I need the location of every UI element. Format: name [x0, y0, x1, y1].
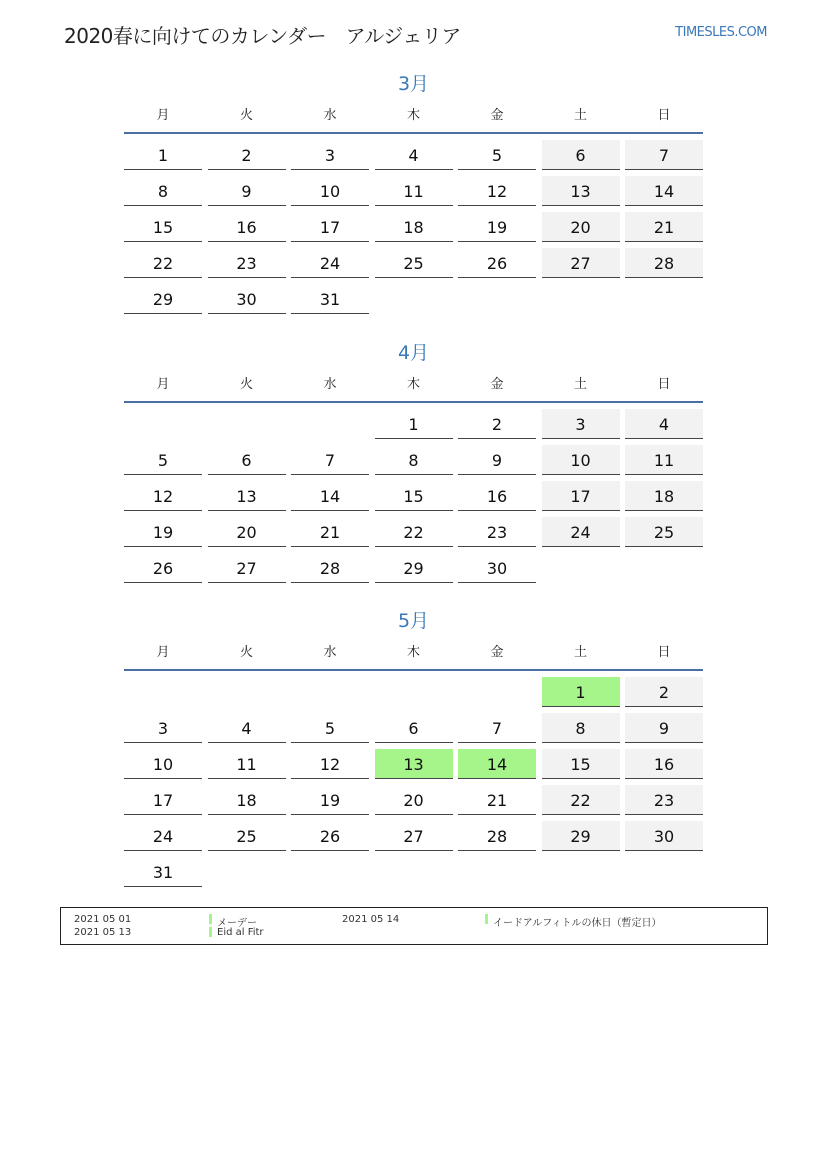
- empty-day-cell: [124, 677, 202, 707]
- day-cell[interactable]: 27: [542, 248, 620, 278]
- day-cell[interactable]: 12: [458, 176, 536, 206]
- day-cell[interactable]: 5: [458, 140, 536, 170]
- week-row: [124, 176, 703, 206]
- week-row: [124, 677, 703, 707]
- day-cell[interactable]: 2: [625, 677, 703, 707]
- day-cell[interactable]: 28: [458, 821, 536, 851]
- empty-day-cell: [458, 857, 536, 887]
- week-row: [124, 553, 703, 583]
- day-cell[interactable]: 23: [458, 517, 536, 547]
- week-row: [124, 785, 703, 815]
- month-block: [124, 341, 703, 589]
- day-cell[interactable]: 8: [124, 176, 202, 206]
- empty-day-cell: [291, 409, 369, 439]
- weekday-label: 金: [490, 108, 504, 123]
- empty-day-cell: [542, 284, 620, 314]
- weekday-label: 日: [657, 377, 671, 392]
- weekday-label: 金: [490, 377, 504, 392]
- weekday-label: 木: [406, 377, 420, 392]
- day-cell[interactable]: 11: [208, 749, 286, 779]
- empty-day-cell: [375, 677, 453, 707]
- day-cell[interactable]: 15: [124, 212, 202, 242]
- empty-day-cell: [208, 857, 286, 887]
- day-cell[interactable]: 24: [291, 248, 369, 278]
- weekday-label: 水: [323, 108, 337, 123]
- day-cell[interactable]: 19: [458, 212, 536, 242]
- week-row: [124, 857, 703, 887]
- weekday-header: [124, 373, 703, 395]
- empty-day-cell: [625, 553, 703, 583]
- day-cell[interactable]: 20: [542, 212, 620, 242]
- weekday-label: 月: [156, 645, 170, 660]
- day-cell[interactable]: 27: [375, 821, 453, 851]
- day-cell[interactable]: 5: [124, 445, 202, 475]
- weekday-label: 木: [406, 645, 420, 660]
- weekday-label: 日: [657, 645, 671, 660]
- day-cell[interactable]: 7: [458, 713, 536, 743]
- week-row: [124, 248, 703, 278]
- week-row: [124, 749, 703, 779]
- day-cell[interactable]: 25: [375, 248, 453, 278]
- day-cell[interactable]: 6: [542, 140, 620, 170]
- day-cell[interactable]: 27: [208, 553, 286, 583]
- day-cell[interactable]: 12: [291, 749, 369, 779]
- week-row: [124, 821, 703, 851]
- day-cell[interactable]: 14: [291, 481, 369, 511]
- day-cell[interactable]: 1: [375, 409, 453, 439]
- weekday-label: 木: [406, 108, 420, 123]
- week-row: [124, 409, 703, 439]
- day-cell[interactable]: 17: [291, 212, 369, 242]
- empty-day-cell: [542, 553, 620, 583]
- day-cell[interactable]: 24: [542, 517, 620, 547]
- day-cell[interactable]: 21: [291, 517, 369, 547]
- empty-day-cell: [291, 677, 369, 707]
- day-cell[interactable]: 15: [542, 749, 620, 779]
- holiday-day-cell[interactable]: 13: [375, 749, 453, 779]
- day-cell[interactable]: 20: [375, 785, 453, 815]
- weekday-label: 月: [156, 377, 170, 392]
- day-cell[interactable]: 8: [542, 713, 620, 743]
- week-row: [124, 517, 703, 547]
- month-title: 3月: [397, 73, 430, 95]
- legend-date: 2021 05 13: [74, 927, 132, 938]
- week-row: [124, 445, 703, 475]
- holiday-legend: [60, 907, 768, 945]
- day-cell[interactable]: 5: [291, 713, 369, 743]
- page-title: 2020春に向けてのカレンダー アルジェリア: [64, 24, 461, 48]
- day-cell[interactable]: 29: [542, 821, 620, 851]
- day-cell[interactable]: 4: [208, 713, 286, 743]
- weekday-label: 土: [573, 377, 587, 392]
- day-cell[interactable]: 31: [124, 857, 202, 887]
- day-cell[interactable]: 6: [208, 445, 286, 475]
- weekday-label: 月: [156, 108, 170, 123]
- holiday-day-cell[interactable]: 14: [458, 749, 536, 779]
- day-cell[interactable]: 26: [458, 248, 536, 278]
- month-title: 5月: [397, 610, 430, 632]
- day-cell[interactable]: 18: [375, 212, 453, 242]
- day-cell[interactable]: 14: [625, 176, 703, 206]
- weekday-label: 水: [323, 377, 337, 392]
- legend-holiday-name: イードアルフィトルの休日（暫定日）: [493, 918, 662, 929]
- day-cell[interactable]: 19: [291, 785, 369, 815]
- empty-day-cell: [208, 677, 286, 707]
- day-cell[interactable]: 11: [625, 445, 703, 475]
- day-cell[interactable]: 7: [625, 140, 703, 170]
- weekday-label: 火: [239, 377, 253, 392]
- day-cell[interactable]: 3: [124, 713, 202, 743]
- day-cell[interactable]: 6: [375, 713, 453, 743]
- weekday-label: 火: [239, 645, 253, 660]
- day-cell[interactable]: 9: [458, 445, 536, 475]
- empty-day-cell: [375, 857, 453, 887]
- day-cell[interactable]: 29: [124, 284, 202, 314]
- holiday-day-cell[interactable]: 1: [542, 677, 620, 707]
- day-cell[interactable]: 16: [208, 212, 286, 242]
- weekday-label: 火: [239, 108, 253, 123]
- weekday-label: 水: [323, 645, 337, 660]
- day-cell[interactable]: 26: [291, 821, 369, 851]
- week-row: [124, 284, 703, 314]
- day-cell[interactable]: 1: [124, 140, 202, 170]
- weekday-label: 土: [573, 108, 587, 123]
- day-cell[interactable]: 25: [625, 517, 703, 547]
- day-cell[interactable]: 16: [625, 749, 703, 779]
- day-cell[interactable]: 25: [208, 821, 286, 851]
- day-cell[interactable]: 23: [208, 248, 286, 278]
- day-cell[interactable]: 12: [124, 481, 202, 511]
- day-cell[interactable]: 9: [625, 713, 703, 743]
- day-cell[interactable]: 22: [375, 517, 453, 547]
- day-cell[interactable]: 31: [291, 284, 369, 314]
- day-cell[interactable]: 2: [208, 140, 286, 170]
- day-cell[interactable]: 10: [542, 445, 620, 475]
- weekday-label: 金: [490, 645, 504, 660]
- day-cell[interactable]: 16: [458, 481, 536, 511]
- legend-holiday-name: Eid al Fitr: [217, 927, 264, 938]
- site-link[interactable]: TIMESLES.COM: [675, 25, 767, 40]
- weekday-header: [124, 104, 703, 126]
- day-cell[interactable]: 21: [625, 212, 703, 242]
- day-cell[interactable]: 9: [208, 176, 286, 206]
- header-divider: [124, 669, 703, 671]
- day-cell[interactable]: 30: [458, 553, 536, 583]
- week-row: [124, 212, 703, 242]
- day-cell[interactable]: 30: [208, 284, 286, 314]
- day-cell[interactable]: 4: [375, 140, 453, 170]
- day-cell[interactable]: 15: [375, 481, 453, 511]
- empty-day-cell: [625, 857, 703, 887]
- holiday-marker: [485, 914, 488, 924]
- day-cell[interactable]: 7: [291, 445, 369, 475]
- month-block: [124, 609, 703, 893]
- day-cell[interactable]: 28: [291, 553, 369, 583]
- holiday-marker: [209, 927, 212, 937]
- empty-day-cell: [458, 284, 536, 314]
- week-row: [124, 713, 703, 743]
- day-cell[interactable]: 18: [208, 785, 286, 815]
- day-cell[interactable]: 11: [375, 176, 453, 206]
- day-cell[interactable]: 17: [124, 785, 202, 815]
- empty-day-cell: [542, 857, 620, 887]
- day-cell[interactable]: 3: [291, 140, 369, 170]
- weekday-label: 日: [657, 108, 671, 123]
- empty-day-cell: [208, 409, 286, 439]
- day-cell[interactable]: 20: [208, 517, 286, 547]
- month-title: 4月: [397, 342, 430, 364]
- day-cell[interactable]: 24: [124, 821, 202, 851]
- empty-day-cell: [124, 409, 202, 439]
- day-cell[interactable]: 22: [542, 785, 620, 815]
- day-cell[interactable]: 28: [625, 248, 703, 278]
- legend-holiday-name: メーデー: [217, 918, 257, 929]
- weekday-header: [124, 641, 703, 663]
- day-cell[interactable]: 21: [458, 785, 536, 815]
- day-cell[interactable]: 22: [124, 248, 202, 278]
- week-row: [124, 140, 703, 170]
- day-cell[interactable]: 19: [124, 517, 202, 547]
- day-cell[interactable]: 3: [542, 409, 620, 439]
- empty-day-cell: [375, 284, 453, 314]
- month-block: [124, 72, 703, 320]
- day-cell[interactable]: 8: [375, 445, 453, 475]
- day-cell[interactable]: 17: [542, 481, 620, 511]
- day-cell[interactable]: 26: [124, 553, 202, 583]
- day-cell[interactable]: 2: [458, 409, 536, 439]
- holiday-marker: [209, 914, 212, 924]
- week-row: [124, 481, 703, 511]
- empty-day-cell: [458, 677, 536, 707]
- day-cell[interactable]: 4: [625, 409, 703, 439]
- day-cell[interactable]: 18: [625, 481, 703, 511]
- header-divider: [124, 132, 703, 134]
- empty-day-cell: [291, 857, 369, 887]
- day-cell[interactable]: 29: [375, 553, 453, 583]
- day-cell[interactable]: 13: [542, 176, 620, 206]
- day-cell[interactable]: 23: [625, 785, 703, 815]
- day-cell[interactable]: 10: [291, 176, 369, 206]
- day-cell[interactable]: 30: [625, 821, 703, 851]
- empty-day-cell: [625, 284, 703, 314]
- header-divider: [124, 401, 703, 403]
- legend-date: 2021 05 14: [342, 914, 400, 925]
- day-cell[interactable]: 13: [208, 481, 286, 511]
- day-cell[interactable]: 10: [124, 749, 202, 779]
- weekday-label: 土: [573, 645, 587, 660]
- legend-date: 2021 05 01: [74, 914, 132, 925]
